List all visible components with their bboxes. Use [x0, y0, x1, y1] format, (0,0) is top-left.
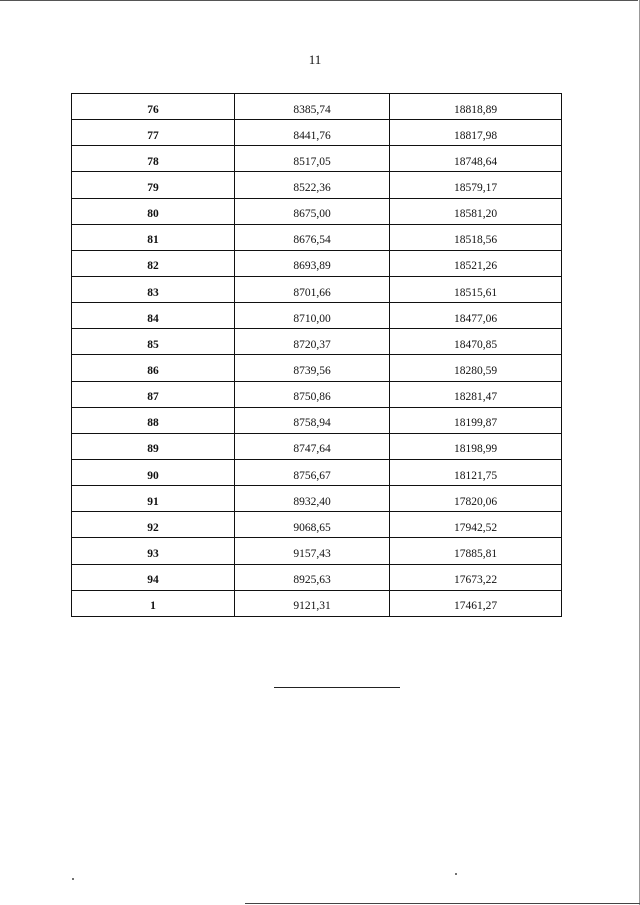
x-coordinate-cell: 8385,74	[235, 94, 390, 120]
table-row	[72, 276, 562, 302]
table-row	[72, 407, 562, 433]
x-coordinate-cell: 8925,63	[235, 564, 390, 590]
y-coordinate-cell: 18748,64	[390, 146, 562, 172]
coordinates-table-body	[72, 94, 562, 617]
y-coordinate-cell: 18281,47	[390, 381, 562, 407]
y-coordinate-cell: 17461,27	[390, 590, 562, 616]
table-row	[72, 564, 562, 590]
x-coordinate-cell: 8932,40	[235, 486, 390, 512]
point-number-cell: 88	[72, 407, 235, 433]
point-number-cell: 76	[72, 94, 235, 120]
point-number-cell: 84	[72, 303, 235, 329]
x-coordinate-cell: 8720,37	[235, 329, 390, 355]
point-number-cell: 79	[72, 172, 235, 198]
table-row	[72, 590, 562, 616]
x-coordinate-cell: 8750,86	[235, 381, 390, 407]
x-coordinate-cell: 8710,00	[235, 303, 390, 329]
point-number-cell: 1	[72, 590, 235, 616]
table-row	[72, 381, 562, 407]
x-coordinate-cell: 9068,65	[235, 512, 390, 538]
y-coordinate-cell: 18470,85	[390, 329, 562, 355]
point-number-cell: 89	[72, 433, 235, 459]
point-number-cell: 81	[72, 224, 235, 250]
table-row	[72, 250, 562, 276]
y-coordinate-cell: 18199,87	[390, 407, 562, 433]
table-row	[72, 303, 562, 329]
x-coordinate-cell: 9121,31	[235, 590, 390, 616]
table-row	[72, 120, 562, 146]
x-coordinate-cell: 8675,00	[235, 198, 390, 224]
y-coordinate-cell: 18280,59	[390, 355, 562, 381]
x-coordinate-cell: 8747,64	[235, 433, 390, 459]
y-coordinate-cell: 17942,52	[390, 512, 562, 538]
y-coordinate-cell: 18518,56	[390, 224, 562, 250]
table-row	[72, 198, 562, 224]
y-coordinate-cell: 18581,20	[390, 198, 562, 224]
table-row	[72, 459, 562, 485]
x-coordinate-cell: 8522,36	[235, 172, 390, 198]
table-row	[72, 433, 562, 459]
point-number-cell: 85	[72, 329, 235, 355]
end-rule	[274, 687, 400, 688]
table-row	[72, 355, 562, 381]
table-row	[72, 224, 562, 250]
table-row	[72, 512, 562, 538]
x-coordinate-cell: 9157,43	[235, 538, 390, 564]
table-row	[72, 486, 562, 512]
y-coordinate-cell: 18521,26	[390, 250, 562, 276]
scan-speck	[455, 873, 457, 875]
point-number-cell: 86	[72, 355, 235, 381]
x-coordinate-cell: 8756,67	[235, 459, 390, 485]
scan-speck	[72, 878, 74, 880]
coordinates-table	[71, 93, 562, 617]
point-number-cell: 80	[72, 198, 235, 224]
y-coordinate-cell: 17673,22	[390, 564, 562, 590]
x-coordinate-cell: 8676,54	[235, 224, 390, 250]
y-coordinate-cell: 18817,98	[390, 120, 562, 146]
x-coordinate-cell: 8693,89	[235, 250, 390, 276]
y-coordinate-cell: 17820,06	[390, 486, 562, 512]
point-number-cell: 92	[72, 512, 235, 538]
table-row	[72, 146, 562, 172]
point-number-cell: 78	[72, 146, 235, 172]
y-coordinate-cell: 17885,81	[390, 538, 562, 564]
point-number-cell: 94	[72, 564, 235, 590]
page-border-bottom	[245, 903, 640, 904]
table-row	[72, 172, 562, 198]
y-coordinate-cell: 18477,06	[390, 303, 562, 329]
y-coordinate-cell: 18121,75	[390, 459, 562, 485]
point-number-cell: 77	[72, 120, 235, 146]
x-coordinate-cell: 8441,76	[235, 120, 390, 146]
point-number-cell: 90	[72, 459, 235, 485]
y-coordinate-cell: 18818,89	[390, 94, 562, 120]
table-row	[72, 538, 562, 564]
x-coordinate-cell: 8739,56	[235, 355, 390, 381]
point-number-cell: 82	[72, 250, 235, 276]
point-number-cell: 87	[72, 381, 235, 407]
x-coordinate-cell: 8758,94	[235, 407, 390, 433]
x-coordinate-cell: 8701,66	[235, 276, 390, 302]
point-number-cell: 91	[72, 486, 235, 512]
page-border-top	[0, 0, 638, 1]
x-coordinate-cell: 8517,05	[235, 146, 390, 172]
y-coordinate-cell: 18515,61	[390, 276, 562, 302]
page-number: 11	[308, 52, 322, 67]
table-row	[72, 94, 562, 120]
table-row	[72, 329, 562, 355]
point-number-cell: 83	[72, 276, 235, 302]
y-coordinate-cell: 18579,17	[390, 172, 562, 198]
y-coordinate-cell: 18198,99	[390, 433, 562, 459]
point-number-cell: 93	[72, 538, 235, 564]
